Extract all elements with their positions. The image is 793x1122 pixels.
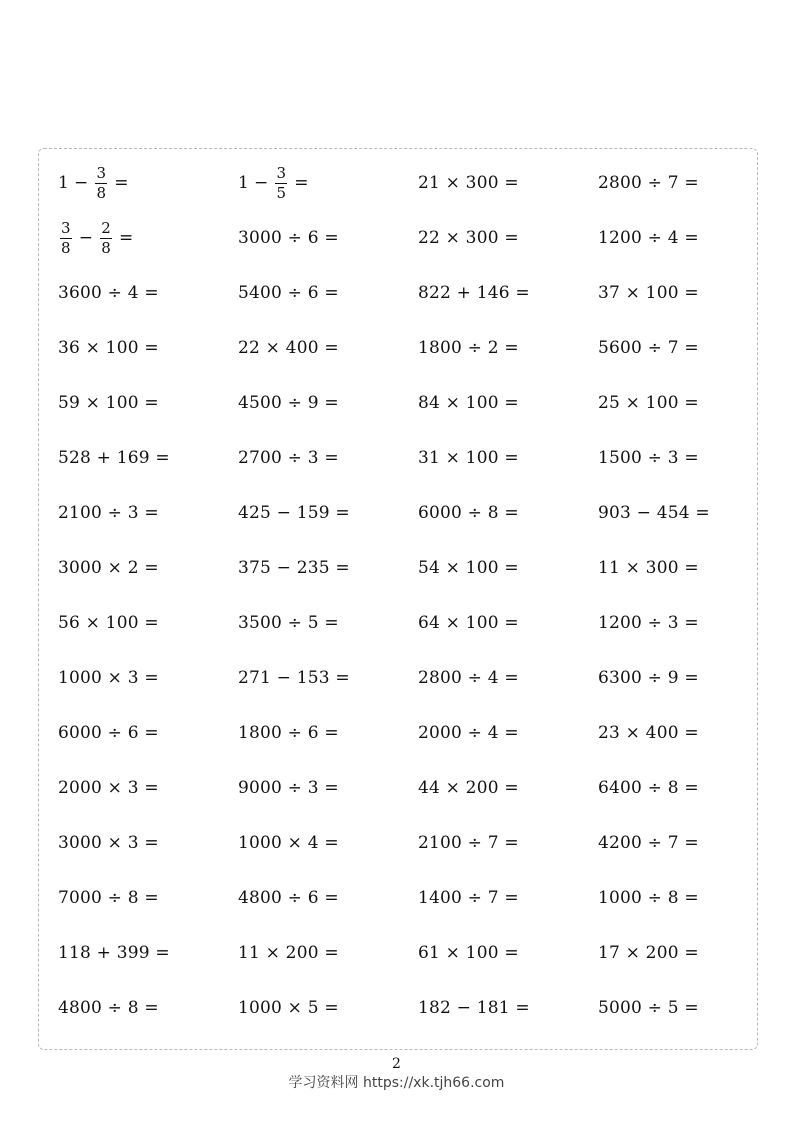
problem-r8-c2: 64 × 100 = [418,613,519,633]
numerator: 3 [96,163,107,182]
problem-r13-c0: 7000 ÷ 8 = [58,888,159,908]
denominator: 8 [101,238,111,257]
problem-r12-c3: 4200 ÷ 7 = [598,833,699,853]
problem-r2-c0: 3600 ÷ 4 = [58,283,159,303]
problem-r1-c3: 1200 ÷ 4 = [598,228,699,248]
problem-r11-c0: 2000 × 3 = [58,778,159,798]
problem-r6-c3: 903 − 454 = [598,503,710,523]
page-number: 2 [392,1056,401,1072]
problem-r1-c1: 3000 ÷ 6 = [238,228,339,248]
whole-number: 1 [238,173,250,193]
problem-r1-c2: 22 × 300 = [418,228,519,248]
problem-r14-c1: 11 × 200 = [238,943,339,963]
problem-r2-c1: 5400 ÷ 6 = [238,283,339,303]
problem-r9-c0: 1000 × 3 = [58,668,159,688]
problem-r8-c0: 56 × 100 = [58,613,159,633]
problem-r6-c1: 425 − 159 = [238,503,350,523]
problem-r12-c1: 1000 × 4 = [238,833,339,853]
problem-r10-c3: 23 × 400 = [598,723,699,743]
problem-r10-c2: 2000 ÷ 4 = [418,723,519,743]
problem-r10-c1: 1800 ÷ 6 = [238,723,339,743]
problem-r14-c0: 118 + 399 = [58,943,170,963]
problem-fraction-0 [58,163,134,203]
problem-r6-c2: 6000 ÷ 8 = [418,503,519,523]
fraction [95,165,107,202]
problem-r6-c0: 2100 ÷ 3 = [58,503,159,523]
problem-r11-c2: 44 × 200 = [418,778,519,798]
problem-r0-c2: 21 × 300 = [418,173,519,193]
problem-r7-c2: 54 × 100 = [418,558,519,578]
problem-r3-c1: 22 × 400 = [238,338,339,358]
problem-r9-c2: 2800 ÷ 4 = [418,668,519,688]
problem-r5-c2: 31 × 100 = [418,448,519,468]
problem-fraction-1 [238,163,314,203]
numerator: 3 [276,163,287,182]
problem-r11-c3: 6400 ÷ 8 = [598,778,699,798]
problem-r14-c3: 17 × 200 = [598,943,699,963]
problem-r3-c0: 36 × 100 = [58,338,159,358]
operator: − [78,228,94,248]
problem-r14-c2: 61 × 100 = [418,943,519,963]
fraction [60,220,72,257]
problem-r0-c3: 2800 ÷ 7 = [598,173,699,193]
problem-r13-c1: 4800 ÷ 6 = [238,888,339,908]
equals-sign: = [294,173,309,193]
numerator: 2 [101,218,111,237]
problem-r9-c3: 6300 ÷ 9 = [598,668,699,688]
problem-r8-c1: 3500 ÷ 5 = [238,613,339,633]
problem-r13-c2: 1400 ÷ 7 = [418,888,519,908]
problem-r11-c1: 9000 ÷ 3 = [238,778,339,798]
problem-r4-c1: 4500 ÷ 9 = [238,393,339,413]
problem-r15-c3: 5000 ÷ 5 = [598,998,699,1018]
operator: − [74,173,89,193]
problem-r5-c0: 528 + 169 = [58,448,170,468]
equals-sign: = [114,173,129,193]
problem-r9-c1: 271 − 153 = [238,668,350,688]
numerator: 3 [61,218,71,237]
denominator: 8 [96,183,107,202]
denominator: 5 [276,183,287,202]
fraction [100,220,112,257]
fraction [275,165,287,202]
problem-r7-c0: 3000 × 2 = [58,558,159,578]
problem-r13-c3: 1000 ÷ 8 = [598,888,699,908]
site-footer: 学习资料网 https://xk.tjh66.com [288,1075,505,1091]
problem-r12-c2: 2100 ÷ 7 = [418,833,519,853]
problem-r10-c0: 6000 ÷ 6 = [58,723,159,743]
equals-sign: = [118,228,134,248]
problem-r2-c3: 37 × 100 = [598,283,699,303]
problem-r2-c2: 822 + 146 = [418,283,530,303]
problem-r4-c2: 84 × 100 = [418,393,519,413]
problem-fraction-2 [58,218,138,258]
denominator: 8 [61,238,71,257]
problem-r3-c3: 5600 ÷ 7 = [598,338,699,358]
problem-r7-c3: 11 × 300 = [598,558,699,578]
problem-r15-c2: 182 − 181 = [418,998,530,1018]
problem-r7-c1: 375 − 235 = [238,558,350,578]
problem-r8-c3: 1200 ÷ 3 = [598,613,699,633]
operator: − [254,173,269,193]
problem-r5-c1: 2700 ÷ 3 = [238,448,339,468]
problem-r3-c2: 1800 ÷ 2 = [418,338,519,358]
problem-r12-c0: 3000 × 3 = [58,833,159,853]
problem-r4-c3: 25 × 100 = [598,393,699,413]
whole-number: 1 [58,173,70,193]
problem-r15-c0: 4800 ÷ 8 = [58,998,159,1018]
problem-r5-c3: 1500 ÷ 3 = [598,448,699,468]
problem-r15-c1: 1000 × 5 = [238,998,339,1018]
problem-r4-c0: 59 × 100 = [58,393,159,413]
